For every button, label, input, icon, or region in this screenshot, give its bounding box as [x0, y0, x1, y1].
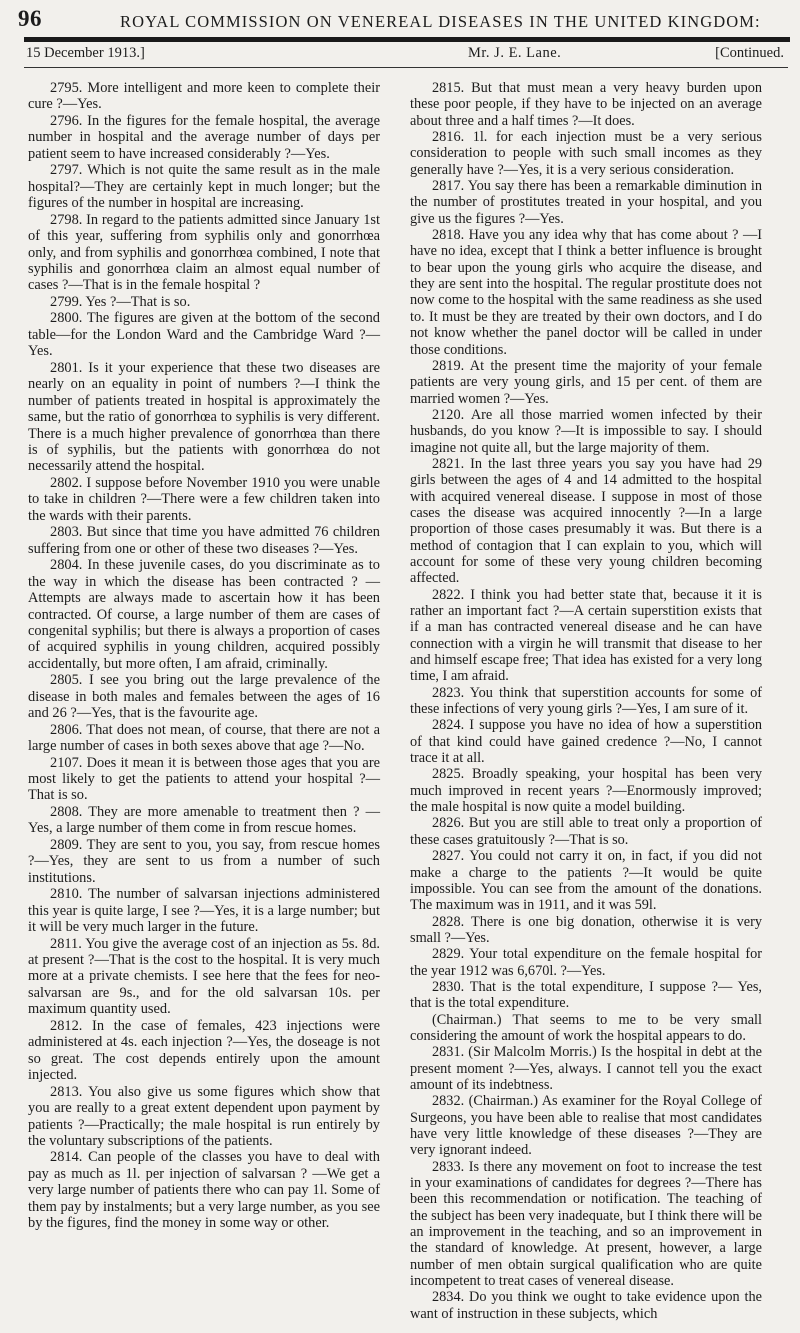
testimony-paragraph: 2833. Is there any movement on foot to increase the test in your examinations of candidates for degrees ?—There has been this recommendation or notification. The teaching of the subject has been very inadequate, but I think there will be an improvement in the teaching, and so an improvement in the standard of knowledge. At present, however, a large number of men obtain surgical qualification who are quite incompetent to treat cases of venereal disease. [410, 1158, 762, 1290]
testimony-paragraph: 2830. That is the total expenditure, I suppose ?— Yes, that is the total expenditure. [410, 978, 762, 1012]
testimony-paragraph: 2815. But that must mean a very heavy burden upon these poor people, if they have to be injected on an average about three and a half times ?—It does. [410, 80, 762, 129]
testimony-paragraph: 2831. (Sir Malcolm Morris.) Is the hospital in debt at the present moment ?—Yes, always. I cannot tell you the exact amount of its indebtness. [410, 1044, 762, 1093]
testimony-paragraph: 2818. Have you any idea why that has come about ? —I have no idea, except that I think a better influence is brought to bear upon the young girls who acquire the disease, and they are sent into the hospital. The regular prostitute does not now come to the hospital with the same readiness as she used to. It must be they are treated by their own doctors, and I do not know whether the panel doctor will be called in under those conditions. [410, 227, 762, 358]
testimony-paragraph: 2796. In the figures for the female hospital, the average number in hospital and the average number of days per patient seem to have increased considerably ?—Yes. [28, 112, 380, 162]
testimony-paragraph: 2120. Are all those married women infected by their husbands, do you know ?—It is impossible to say. I should imagine not quite all, but the large majority of them. [410, 406, 762, 456]
testimony-paragraph: 2812. In the case of females, 423 injections were administered at 4s. each injection ?—Yes, the doseage is not so great. The cost depends entirely upon the amount injected. [28, 1017, 380, 1084]
testimony-paragraph: 2816. 1l. for each injection must be a very serious consideration to people with such small incomes as they generally have ?—Yes, it is a very serious consideration. [410, 129, 762, 178]
testimony-paragraph: 2823. You think that superstition accounts for some of these infections of very young girls ?—Yes, I am sure of it. [410, 684, 762, 718]
testimony-paragraph: 2107. Does it mean it is between those ages that you are most likely to get the patients to attend your hospital ?—That is so. [28, 754, 380, 804]
sub-header [24, 45, 788, 65]
testimony-paragraph: 2803. But since that time you have admitted 76 children suffering from one or other of these two diseases ?—Yes. [28, 524, 380, 557]
right-column [410, 80, 762, 1322]
testimony-paragraph: 2801. Is it your experience that these two diseases are nearly on an equality in point of numbers ?—I think the number of patients treated in hospital is approximately the same, but the ratio of gonorrhœa to syphilis is very different. There is a much higher prevalence of gonorrhœa than there is of syphilis, but the patients with gonorrhœa do not necessarily attend the hospital. [28, 359, 380, 475]
testimony-paragraph: 2824. I suppose you have no idea of how a superstition of that kind could have gained credence ?—No, I cannot trace it at all. [410, 717, 762, 767]
testimony-paragraph: 2825. Broadly speaking, your hospital has been very much improved in recent years ?—Enormously improved; the male hospital is now quite a model building. [410, 766, 762, 816]
testimony-paragraph: 2805. I see you bring out the large prevalence of the disease in both males and females between the ages of 16 and 26 ?—Yes, that is the favourite age. [28, 672, 380, 722]
testimony-paragraph: 2821. In the last three years you say you have had 29 girls between the ages of 4 and 14 admitted to the hospital with acquired venereal disease. I suppose in most of those cases the disease was acquired innocently ?—In a large proportion of those cases presumably it was. But there is a method of contagion that I can explain to you, which will account for some of these very young children becoming affected. [410, 455, 762, 587]
hearing-date: 15 December 1913.] [26, 45, 145, 61]
testimony-paragraph: 2814. Can people of the classes you have to deal with pay as much as 1l. per injection of salvarsan ? —We get a very large number of patients there who can pay 1l. Some of them pay by instalments; but a very large number, as you see by the figures, find the money in some way or other. [28, 1149, 380, 1232]
testimony-paragraph: 2810. The number of salvarsan injections administered this year is quite large, I see ?—Yes, it is a large number; but it will be very much larger in the future. [28, 886, 380, 936]
testimony-paragraph: 2822. I think you had better state that, because it it is rather an important fact ?—A certain superstition exists that if a man has contracted venereal disease and he can have connection with a virgin he will transmit that disease to her and himself escape free; That idea has existed for a very long time, I am afraid. [410, 586, 762, 685]
testimony-paragraph: 2813. You also give us some figures which show that you are really to a great extent dependent upon payment by patients ?—Practically; the male hospital is run entirely by the voluntary subscriptions of the patients. [28, 1083, 380, 1149]
running-title: ROYAL COMMISSION ON VENEREAL DISEASES IN THE UNITED KINGDOM: [120, 12, 761, 31]
testimony-paragraph: 2800. The figures are given at the bottom of the second table—for the London Ward and the Cambridge Ward ?—Yes. [28, 310, 380, 360]
testimony-paragraph: 2809. They are sent to you, you say, from rescue homes ?—Yes, they are sent to us from a number of such institutions. [28, 836, 380, 886]
testimony-paragraph: 2832. (Chairman.) As examiner for the Royal College of Surgeons, you have been able to realise that most candidates have very little knowledge of these diseases ?—They are very ignorant indeed. [410, 1093, 762, 1159]
continued-label: [Continued. [715, 45, 784, 61]
testimony-paragraph: 2817. You say there has been a remarkable diminution in the number of prostitutes treated in your hospital, and you give us the figures ?—Yes. [410, 178, 762, 227]
testimony-paragraph: 2819. At the present time the majority of your female patients are very young girls, and 15 per cent. of them are married women ?—Yes. [410, 357, 762, 407]
witness-name: Mr. J. E. Lane. [468, 45, 562, 61]
sub-header-rule [24, 67, 788, 68]
testimony-paragraph: 2834. Do you think we ought to take evidence upon the want of instruction in these subjects, which [410, 1289, 762, 1322]
testimony-paragraph: 2802. I suppose before November 1910 you were unable to take in children ?—There were a few children taken into the wards with their parents. [28, 474, 380, 524]
testimony-paragraph: 2797. Which is not quite the same result as in the male hospital?—They are certainly kept in much longer; but the figures of the number in hospital are increasing. [28, 162, 380, 212]
testimony-paragraph: 2827. You could not carry it on, in fact, if you did not make a charge to the patients ?—It would be quite impossible. You can see from the amount of the donations. The maximum was in 1911, and it was 59l. [410, 848, 762, 914]
testimony-paragraph: (Chairman.) That seems to me to be very small considering the amount of work the hospital appears to do. [410, 1011, 762, 1044]
page-number: 96 [18, 6, 42, 31]
testimony-paragraph: 2811. You give the average cost of an injection as 5s. 8d. at present ?—That is the cost to the hospital. It is very much more at a private chemists. I see here that the fees for neo-salvarsan are 9s., and for the old salvarsan 10s. per maximum quantity used. [28, 935, 380, 1018]
testimony-paragraph: 2804. In these juvenile cases, do you discriminate as to the way in which the disease has been contracted ? —Attempts are always made to ascertain how it has been contracted. Of course, a large number of them are cases of congenital syphilis; but there is always a proportion of cases of acquired syphilis in young children, acquired possibly accidentally, but more often, I am afraid, criminally. [28, 557, 380, 672]
testimony-paragraph: 2806. That does not mean, of course, that there are not a large number of cases in both sexes above that age ?—No. [28, 721, 380, 755]
testimony-paragraph: 2798. In regard to the patients admitted since January 1st of this year, suffering from syphilis only and gonorrhœa only, and from syphilis and gonorrhœa combined, I note that syphilis and gonorrhœa claim an almost equal number of cases ?—That is in the female hospital ? [28, 211, 380, 294]
testimony-paragraph: 2829. Your total expenditure on the female hospital for the year 1912 was 6,670l. ?—Yes. [410, 946, 762, 979]
testimony-paragraph: 2799. Yes ?—That is so. [50, 293, 191, 310]
testimony-paragraph: 2828. There is one big donation, otherwise it is very small ?—Yes. [410, 913, 762, 946]
header-rule [24, 37, 790, 42]
testimony-paragraph: 2795. More intelligent and more keen to complete their cure ?—Yes. [28, 80, 380, 113]
testimony-paragraph: 2808. They are more amenable to treatment then ? —Yes, a large number of them come in from rescue homes. [28, 803, 380, 837]
left-column [28, 80, 380, 1232]
testimony-paragraph: 2826. But you are still able to treat only a proportion of these cases gratuitously ?—That is so. [410, 815, 762, 848]
